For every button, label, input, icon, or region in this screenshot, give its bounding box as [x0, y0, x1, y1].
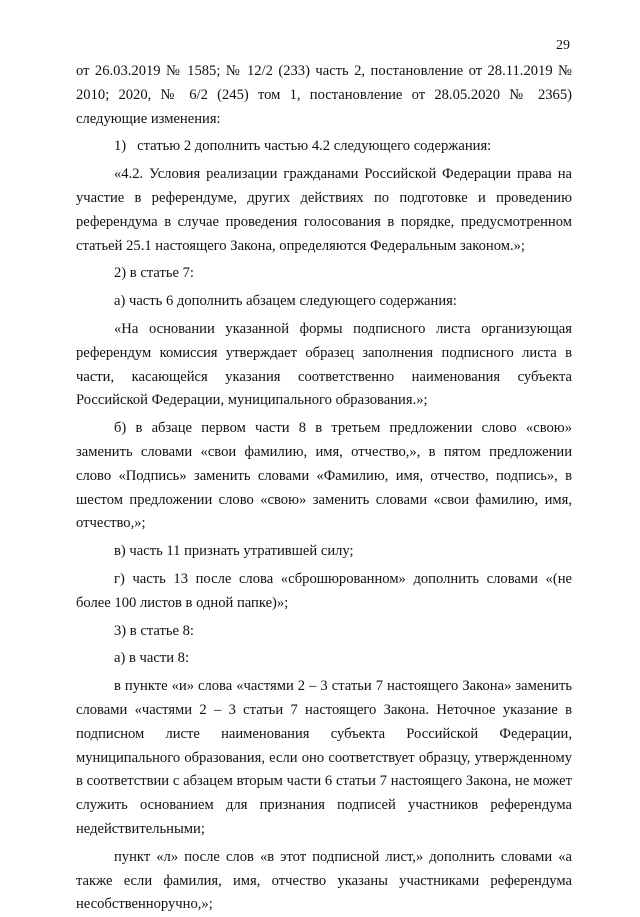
paragraph-item-3: 3) в статье 8: [114, 622, 194, 639]
document-body [76, 60, 572, 917]
paragraph-quote-form: «На основании указанной формы подписного листа организующая референдум комиссия утверждает образец заполнения подписного листа в части, касающейся указания соответственно наименования субъекта Российской Федерации, муниципального образования.»; [76, 320, 572, 409]
page-number: 29 [556, 38, 570, 53]
paragraph-item-2: 2) в статье 7: [114, 265, 194, 282]
paragraph-quote-4-2: «4.2. Условия реализации гражданами Российской Федерации права на участие в референдуме, других действиях по подготовке и проведению референдума в случае проведения голосования в порядке, предусмотренном статьей 25.1 настоящего Закона, определяются Федеральным законом.»; [76, 166, 572, 254]
paragraph-point-l: пункт «л» после слов «в этот подписной лист,» дополнить словами «а также если фамилия, имя, отчество указаны участниками референдума несобственноручно,»; [76, 848, 572, 913]
paragraph-item-2a: а) часть 6 дополнить абзацем следующего содержания: [114, 293, 457, 310]
paragraph-item-2b: б) в абзаце первом части 8 в третьем предложении слово «свою» заменить словами «свои фамилию, имя, отчество,», в пятом предложении слово «Подпись» заменить словами «Фамилию, имя, отчество, подпись», в шестом предложении слово «свою» заменить словами «свои фамилию, имя, отчество,»; [76, 420, 572, 532]
paragraph-point-i: в пункте «и» слова «частями 2 – 3 статьи 7 настоящего Закона» заменить словами «частями 2 – 3 статьи 7 настоящего Закона. Неточное указание в подписном листе наименования субъекта Российской Федерации, муниципального образования, если оно соответствует образцу, утвержденному в соответствии с абзацем вторым части 6 статьи 7 настоящего Закона, не может служить основанием для признания подписей участников референдума недействительными; [76, 678, 572, 837]
paragraph-item-2v: в) часть 11 признать утратившей силу; [114, 543, 354, 560]
paragraph-item-1: 1) статью 2 дополнить частью 4.2 следующего содержания: [114, 138, 492, 155]
paragraph-continuation: от 26.03.2019 № 1585; № 12/2 (233) часть 2, постановление от 28.11.2019 № 2010; 2020, № 6/2 (245) том 1, постановление от 28.05.2020 № 2365) следующие изменения: [76, 63, 572, 127]
paragraph-item-2g: г) часть 13 после слова «сброшюрованном» дополнить словами «(не более 100 листов в одной папке)»; [76, 570, 572, 611]
paragraph-item-3a: а) в части 8: [114, 650, 190, 667]
